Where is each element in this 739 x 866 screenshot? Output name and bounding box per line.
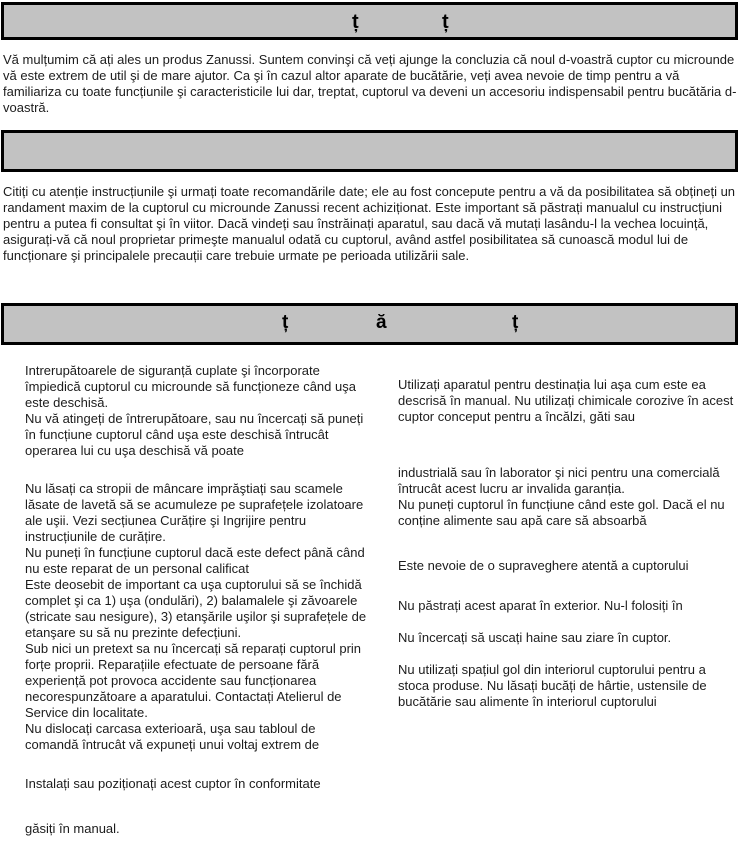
- safety-paragraph: Utilizați aparatul pentru destinația lui aşa cum este ea descrisă în manual. Nu utilizați chimicale corozive în acest cuptor conceput pentru a încălzi, găti sau: [398, 377, 734, 424]
- safety-paragraph: Este deosebit de important ca uşa cuptorului să se închidă complet şi ca 1) uşa (ondulări), 2) balamalele şi zăvoarele (stricate sau nesigure), 3) etanşările uşilor şi suprafețele de etanşare su să nu prezinte defecțiuni.: [25, 577, 367, 640]
- intro-paragraph: Vă mulțumim că ați ales un produs Zanussi. Suntem convinşi că veți ajunge la concluzia că noul d-voastră cuptor cu microunde vă este extrem de util şi de mare ajutor. Ca şi în cazul altor aparate de bucătărie, veți avea nevoie de timp pentru a vă familiariza cu toate funcțiunile şi caracteristicile lui dar, treptat, cuptorul va deveni un accesoriu indispensabil pentru bucătăria d-voastră.: [3, 52, 737, 115]
- safety-paragraph: Nu vă atingeți de întrerupătoare, sau nu încercați să puneți în funcțiune cuptorul când uşa este deschisă întrucât operarea lui cu uşa deschisă vă poate: [25, 411, 364, 458]
- safety-left-column: [25, 363, 367, 837]
- safety-paragraph: găsiți în manual.: [25, 821, 120, 836]
- safety-paragraph: Sub nici un pretext sa nu încercați să reparați cuptorul prin forțe proprii. Reparațiile efectuate de persoane fără experiență pot provoca accidente sau funcționarea necorespunzătoare a aparatului. Contactați Atelierul de Service din localitate.: [25, 641, 362, 720]
- safety-paragraph: Nu puneți în funcțiune cuptorul dacă este defect până când nu este reparat de un personal calificat: [25, 545, 365, 576]
- safety-paragraph: Nu lăsați ca stropii de mâncare imprăştiați sau scamele lăsate de lavetă să se acumuleze pe suprafețele izolatoare ale uşii. Vezi secțiunea Curățire şi Ingrijire pentru instrucțiunile de curățire.: [25, 481, 364, 544]
- safety-title-glyph: ț: [512, 312, 519, 333]
- safety-paragraph: Nu păstrați acest aparat în exterior. Nu-l folosiți în: [398, 598, 683, 613]
- title-glyph: ț: [352, 11, 359, 33]
- safety-right-column: [398, 363, 736, 710]
- safety-title-glyph: ă: [376, 312, 387, 333]
- safety-paragraph: Nu utilizați spațiul gol din interiorul cuptorului pentru a stoca produse. Nu lăsați bucăți de hârtie, ustensile de bucătărie sau alimente în interiorul cuptorului: [398, 662, 707, 709]
- safety-paragraph: Nu dislocați carcasa exterioară, uşa sau tabloul de comandă întrucât vă expuneți unui voltaj extrem de: [25, 721, 320, 752]
- safety-title-bar: [1, 303, 738, 345]
- safety-title-glyph: ț: [282, 312, 289, 333]
- safety-paragraph: Nu puneți cuptorul în funcțiune când este gol. Dacă el nu conține alimente sau apă care să absoarbă: [398, 497, 725, 528]
- safety-paragraph: Intrerupătoarele de siguranță cuplate şi încorporate împiedică cuptorul cu microunde să funcționeze când uşa este deschisă.: [25, 363, 356, 410]
- title-bar: [1, 2, 738, 40]
- safety-paragraph: Instalați sau poziționați acest cuptor în conformitate: [25, 776, 321, 791]
- manual-paragraph: Citiți cu atenție instrucțiunile şi urmați toate recomandările date; ele au fost concepute pentru a vă da posibilitatea să obțineți un randament maxim de la cuptorul cu microunde Zanussi recent achiziționat. Este important să păstrați manualul cu instrucțiuni pentru a putea fi consultat şi în viitor. Dacă vindeți sau înstrăinați aparatul, sau dacă vă mutați lasându-l la vechea locuință, asigurați-vă că noul proprietar primeşte manualul odată cu cuptorul, având astfel posibilitatea să cunoască modul lui de funcționare şi principalele precauții care trebuie urmate pe perioada utilizării sale.: [3, 184, 736, 263]
- safety-paragraph: Nu încercați să uscați haine sau ziare în cuptor.: [398, 630, 672, 645]
- safety-paragraph: industrială sau în laborator şi nici pentru una comercială întrucât acest lucru ar invalida garanția.: [398, 465, 720, 496]
- safety-paragraph: Este nevoie de o supraveghere atentă a cuptorului: [398, 558, 689, 573]
- section-divider-bar: [1, 130, 738, 172]
- title-glyph: ț: [442, 11, 449, 33]
